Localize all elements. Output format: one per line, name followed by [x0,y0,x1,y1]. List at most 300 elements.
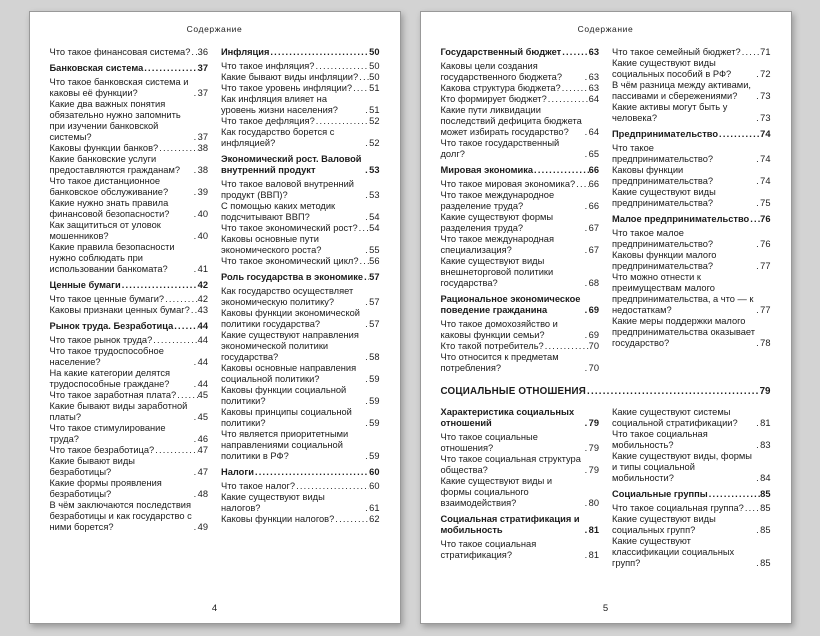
toc-entry-page: 53 [369,190,380,200]
toc-entry [221,61,380,72]
toc-entry-page: 64 [588,127,599,137]
toc-entry-text: Какие существуют виды, формы и типы социальной мобильности? [612,451,752,483]
toc-entry-text: Каковы функции экономической политики государства? [221,308,360,329]
dot-leader [190,47,197,58]
toc-entry-page: 71 [760,47,771,57]
toc-entry-text: Рациональное экономическое поведение гражданина [440,294,581,315]
toc-entry-page: 77 [760,305,771,315]
toc-entry-page: 66 [588,201,599,211]
toc-heading [221,272,380,283]
toc-columns [441,47,771,374]
dot-leader [358,72,369,83]
toc-column [441,47,600,374]
toc-entry [441,61,600,83]
toc-entry-page: 62 [369,514,380,524]
toc-entry-text: Каковы основные направления социальной политики? [221,363,357,384]
toc-entry [50,47,209,58]
toc-entry-text: Каковы функции предпринимательства? [612,165,714,186]
toc-entry-text: В чём разница между активами, пассивами и сбережениями? [612,80,751,101]
toc-entry-text: В чём заключаются последствия безработицы и как государство с ними борется? [49,500,192,532]
toc-entry-text: Предпринимательство [612,129,719,139]
toc-heading [441,407,600,429]
toc-entry-text: Какие формы проявления безработицы? [49,478,162,499]
toc-entry-text: Какие существуют направления экономической политики государства? [221,330,359,362]
toc-entry-page: 38 [197,165,208,175]
toc-columns [441,407,771,569]
toc-entry [50,478,209,500]
toc-entry-text: Какие существуют виды налогов? [221,492,325,513]
toc-entry [221,72,380,83]
toc-entry [50,77,209,99]
toc-entry-text: Какие бывают виды безработицы? [49,456,135,477]
dot-leader [173,321,197,332]
toc-entry-page: 45 [197,390,208,400]
toc-entry [221,429,380,462]
toc-entry [441,341,600,352]
toc-entry-page: 72 [760,69,771,79]
running-header: Содержание [577,24,634,34]
dot-leader [176,390,197,401]
toc-entry-page: 46 [197,434,208,444]
toc-entry-page: 68 [588,278,599,288]
toc-entry-page: 51 [369,105,380,115]
toc-entry-page: 48 [197,489,208,499]
toc-entry-text: Что такое банковская система и каковы её функции? [49,77,189,98]
dot-leader [586,386,760,398]
toc-entry-text: Какие бывают виды инфляции? [221,72,359,82]
dot-leader [547,94,589,105]
toc-entry [612,165,771,187]
toc-entry-page: 59 [369,418,380,428]
toc-entry-page: 80 [588,498,599,508]
toc-entry-page: 42 [197,294,208,304]
toc-entry [221,407,380,429]
toc-entry-text: Что такое ценные бумаги? [49,294,165,304]
toc-entry [221,116,380,127]
toc-entry-page: 74 [760,176,771,186]
toc-entry-page: 83 [760,440,771,450]
toc-entry-text: Каковы функции малого предпринимательства? [612,250,717,271]
toc-entry-page: 36 [197,47,208,57]
toc-entry-text: Банковская система [49,63,144,73]
toc-entry-text: Что такое семейный бюджет? [612,47,741,57]
toc-entry-page: 40 [197,209,208,219]
toc-entry [221,481,380,492]
toc-entry [50,305,209,316]
dot-leader [352,83,369,94]
toc-heading [612,214,771,225]
toc-entry-text: Что такое инфляция? [221,61,315,71]
toc-heading [221,154,380,176]
toc-entry-text: Какие банковские услуги предоставляются гражданам? [49,154,181,175]
toc-entry-text: Какова структура бюджета? [440,83,561,93]
section-heading [441,386,771,398]
toc-entry-page: 44 [197,379,208,389]
dot-leader [544,341,589,352]
toc-heading [50,63,209,74]
toc-entry-text: Ценные бумаги [49,280,121,290]
toc-entry-text: Какие существуют виды и формы социального взаимодействия? [440,476,553,508]
toc-entry-page: 57 [369,272,380,282]
toc-entry-text: Что можно отнести к преимуществам малого предпринимательства, а что — к недостаткам? [612,272,754,315]
toc-entry-text: Что такое безработица? [49,445,155,455]
dot-leader [190,305,198,316]
toc-entry [50,294,209,305]
toc-column [612,407,771,569]
toc-entry [50,154,209,176]
toc-entry-page: 59 [369,396,380,406]
toc-heading [441,47,600,58]
toc-entry [441,256,600,289]
toc-entry-page: 70 [588,363,599,373]
toc-entry [50,143,209,154]
toc-column [612,47,771,374]
toc-entry [221,492,380,514]
toc-entry-page: 52 [369,138,380,148]
toc-entry-page: 49 [197,522,208,532]
toc-entry [221,363,380,385]
toc-entry-text: Роль государства в экономике [221,272,364,282]
page-number: 4 [211,603,218,614]
toc-entry [612,451,771,484]
toc-entry [221,94,380,116]
toc-entry-page: 55 [369,245,380,255]
toc-entry-text: Какие нужно знать правила финансовой безопасности? [49,198,170,219]
toc-entry [221,385,380,407]
toc-entry-text: Что такое дистанционное банковское обслуживание? [49,176,169,197]
toc-entry-page: 79 [588,443,599,453]
toc-entry-page: 78 [760,338,771,348]
toc-entry-text: Инфляция [221,47,270,57]
toc-entry [50,500,209,533]
dot-leader [533,165,589,176]
toc-entry [221,234,380,256]
toc-entry-text: Какие существуют виды социальных групп? [612,514,716,535]
toc-entry [612,514,771,536]
toc-entry-text: Что такое заработная плата? [49,390,177,400]
dot-leader [269,47,369,58]
toc-entry-text: Как государство борется с инфляцией? [221,127,335,148]
toc-entry-page: 60 [369,467,380,477]
toc-entry-text: Что такое экономический цикл? [221,256,359,266]
dot-leader [143,63,197,74]
toc-entry-text: Рынок труда. Безработица [49,321,174,331]
toc-entry-text: Как защититься от уловок мошенников? [49,220,161,241]
toc-entry [612,80,771,102]
dot-leader [561,47,588,58]
toc-entry [221,201,380,223]
toc-entry-page: 58 [369,352,380,362]
toc-heading [221,467,380,478]
toc-entry-text: Что такое социальная стратификация? [440,539,537,560]
dot-leader [121,280,198,291]
toc-entry-page: 67 [588,245,599,255]
toc-heading [612,129,771,140]
toc-entry-page: 79 [588,418,599,428]
toc-entry-page: 56 [369,256,380,266]
toc-entry-text: Как инфляция влияет на уровень жизни населения? [221,94,338,115]
toc-entry-page: 50 [369,72,380,82]
dot-leader [744,503,760,514]
toc-entry-text: Что такое домохозяйство и каковы функции семьи? [440,319,558,340]
toc-entry-text: Налоги [221,467,254,477]
toc-entry-page: 64 [588,94,599,104]
dot-leader [254,467,369,478]
toc-entry [441,190,600,212]
toc-entry [612,143,771,165]
toc-entry-text: Какие два важных понятия обязательно нужно запомнить при изучении банковской системы? [49,99,181,142]
toc-entry-page: 63 [588,47,599,57]
toc-entry-page: 41 [197,264,208,274]
toc-entry [50,99,209,143]
toc-entry-page: 44 [197,335,208,345]
toc-entry [50,242,209,275]
toc-entry [221,83,380,94]
dot-leader [158,143,197,154]
toc-entry-page: 50 [369,47,380,57]
toc-entry-page: 42 [197,280,208,290]
dot-leader [718,129,760,140]
toc-entry-page: 59 [369,374,380,384]
toc-entry-text: Что является приоритетными направлениями социальной политики в РФ? [221,429,349,461]
toc-entry-text: Какие существуют системы социальной стратификации? [612,407,738,428]
toc-columns [50,47,380,533]
toc-entry-page: 43 [197,305,208,315]
toc-entry-text: Социальная стратификация и мобильность [440,514,580,535]
toc-entry-text: Каковы функции банков? [49,143,159,153]
toc-entry [221,308,380,330]
toc-entry-page: 37 [197,88,208,98]
toc-entry-page: 63 [588,83,599,93]
toc-entry [50,220,209,242]
toc-entry-text: Каковы функции налогов? [221,514,335,524]
toc-entry [612,47,771,58]
toc-entry [441,94,600,105]
toc-entry-page: 67 [588,223,599,233]
toc-entry-text: Экономический рост. Валовой внутренний продукт [221,154,362,175]
toc-entry-page: 66 [588,179,599,189]
toc-entry-page: 52 [369,116,380,126]
toc-entry-page: 45 [197,412,208,422]
toc-entry [50,456,209,478]
toc-entry-page: 65 [588,149,599,159]
toc-entry-page: 76 [760,239,771,249]
toc-entry-text: Какие существуют классификации социальных групп? [612,536,735,568]
toc-entry-text: Что такое международная специализация? [440,234,554,255]
toc-entry [441,476,600,509]
toc-entry [221,286,380,308]
dot-leader [334,514,369,525]
toc-entry-text: Характеристика социальных отношений [440,407,575,428]
toc-entry [441,105,600,138]
toc-entry-text: Каковы цели создания государственного бюджета? [440,61,562,82]
toc-entry [612,316,771,349]
toc-entry-page: 37 [197,132,208,142]
toc-entry-page: 85 [760,489,771,499]
toc-entry [441,212,600,234]
toc-entry [50,445,209,456]
toc-entry-text: На какие категории делятся трудоспособные граждане? [49,368,171,389]
dot-leader [358,256,369,267]
toc-entry [612,407,771,429]
dot-leader [741,47,760,58]
toc-entry-page: 60 [369,481,380,491]
toc-entry-page: 81 [760,418,771,428]
toc-entry-text: Какие бывают виды заработной платы? [49,401,188,422]
toc-entry [50,335,209,346]
page-right [420,11,792,624]
dot-leader [575,179,588,190]
toc-entry-text: Какие меры поддержки малого предпринимательства оказывает государство? [612,316,756,348]
toc-entry [612,58,771,80]
toc-entry [50,198,209,220]
toc-entry-page: 44 [197,357,208,367]
toc-entry [612,503,771,514]
toc-entry-text: Что такое социальная мобильность? [612,429,708,450]
toc-entry-text: Какие пути ликвидации последствий дефицита бюджета может избирать государство? [440,105,582,137]
dot-leader [561,83,589,94]
toc-entry [612,102,771,124]
toc-entry [441,319,600,341]
toc-heading [441,514,600,536]
toc-entry-page: 40 [197,231,208,241]
running-header: Содержание [186,24,243,34]
toc-entry-text: Что такое экономический рост? [221,223,358,233]
toc-entry-page: 59 [369,451,380,461]
toc-heading [50,321,209,332]
toc-entry-page: 66 [588,165,599,175]
toc-entry-page: 57 [369,297,380,307]
toc-entry-page: 69 [588,305,599,315]
toc-entry [50,423,209,445]
toc-entry-page: 50 [369,61,380,71]
toc-entry [441,352,600,374]
toc-entry-text: Как государство осуществляет экономическую политику? [221,286,354,307]
toc-entry-page: 79 [588,465,599,475]
toc-entry [612,228,771,250]
toc-entry-page: 81 [588,550,599,560]
toc-entry [221,223,380,234]
toc-entry-text: Какие существуют виды социальных пособий в РФ? [612,58,732,79]
toc-entry-text: Что такое предпринимательство? [612,143,714,164]
toc-entry-text: Какие существуют виды предпринимательства? [612,187,716,208]
toc-entry [612,429,771,451]
toc-entry-text: Что такое стимулирование труда? [49,423,166,444]
toc-entry-page: 76 [760,214,771,224]
toc-entry-page: 85 [760,503,771,513]
toc-entry-text: Что такое социальная группа? [612,503,744,513]
toc-entry-page: 44 [197,321,208,331]
toc-column [50,47,209,533]
dot-leader [152,335,197,346]
toc-entry [221,127,380,149]
toc-entry-text: Кто такой потребитель? [440,341,544,351]
toc-heading [612,489,771,500]
toc-entry-page: 47 [197,467,208,477]
toc-entry-page: 84 [760,473,771,483]
toc-entry-page: 85 [760,558,771,568]
toc-heading [221,47,380,58]
section-heading-page: 79 [759,386,771,397]
toc-entry [50,346,209,368]
toc-entry [441,432,600,454]
dot-leader [314,61,369,72]
toc-entry-text: Мировая экономика [440,165,534,175]
toc-entry-page: 54 [369,212,380,222]
toc-entry-page: 69 [588,330,599,340]
toc-entry-page: 77 [760,261,771,271]
toc-entry-page: 53 [369,165,380,175]
toc-entry [50,401,209,423]
toc-entry-text: Малое предпринимательство [612,214,750,224]
toc-entry [221,256,380,267]
toc-entry-text: Что такое международное разделение труда? [440,190,555,211]
dot-leader [164,294,198,305]
toc-entry-page: 63 [588,72,599,82]
toc-entry-text: Какие активы могут быть у человека? [612,102,728,123]
dot-leader [749,214,760,225]
dot-leader [708,489,760,500]
toc-entry-page: 54 [369,223,380,233]
toc-heading [441,294,600,316]
toc-entry-text: Какие правила безопасности нужно соблюдать при использовании банкомата? [49,242,175,274]
toc-entry-text: Что такое мировая экономика? [440,179,576,189]
toc-entry [441,234,600,256]
toc-entry-page: 47 [197,445,208,455]
toc-entry [221,179,380,201]
toc-entry-page: 74 [760,154,771,164]
toc-entry [221,330,380,363]
toc-entry-text: Что такое дефляция? [221,116,315,126]
toc-entry-page: 37 [197,63,208,73]
toc-entry-page: 38 [197,143,208,153]
toc-entry [441,454,600,476]
dot-leader [154,445,197,456]
toc-entry [50,368,209,390]
toc-entry-text: Социальные группы [612,489,708,499]
toc-entry-text: С помощью каких методик подсчитывают ВВП? [221,201,336,222]
toc-entry-page: 85 [760,525,771,535]
toc-entry-page: 51 [369,83,380,93]
toc-entry [441,539,600,561]
page-number: 5 [602,603,609,614]
toc-entry-page: 70 [588,341,599,351]
toc-entry-text: Что такое финансовая система? [49,47,191,57]
toc-entry-text: Государственный бюджет [440,47,562,57]
toc-entry [441,179,600,190]
dot-leader [358,223,370,234]
page-left [29,11,401,624]
toc-entry-text: Каковы функции социальной политики? [221,385,347,406]
toc-entry-text: Кто формирует бюджет? [440,94,547,104]
dot-leader [295,481,369,492]
toc-entry [441,83,600,94]
toc-entry-page: 57 [369,319,380,329]
toc-entry-text: Что относится к предметам потребления? [440,352,559,373]
toc-entry-page: 39 [197,187,208,197]
toc-entry [50,176,209,198]
toc-entry-text: Что такое малое предпринимательство? [612,228,714,249]
toc-entry [612,187,771,209]
toc-entry [612,272,771,316]
toc-column [221,47,380,533]
toc-entry-text: Что такое валовой внутренний продукт (ВВП)? [221,179,354,200]
toc-column [441,407,600,569]
dot-leader [315,116,369,127]
toc-entry-text: Каковы основные пути экономического роста? [221,234,322,255]
toc-entry-page: 81 [588,525,599,535]
toc-entry [612,250,771,272]
